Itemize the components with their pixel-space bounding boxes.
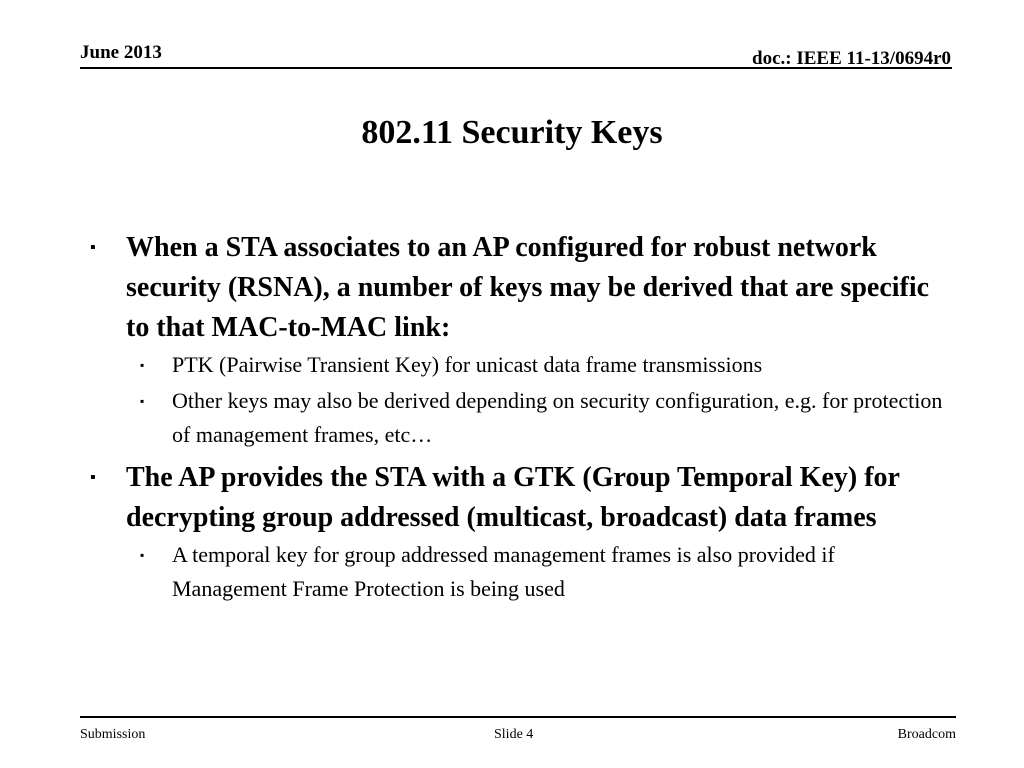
sub-bullet-text: A temporal key for group addressed management frames is also provided if Management Frame Protection is being used: [172, 542, 835, 601]
sub-bullet-item: [126, 384, 948, 452]
sub-bullet-item: [126, 348, 948, 382]
square-bullet-icon: ▪: [90, 239, 96, 256]
footer-divider: [80, 716, 956, 718]
sub-bullet-text: Other keys may also be derived depending on security configuration, e.g. for protection of management frames, etc…: [172, 388, 943, 447]
footer-slide-number: Slide 4: [494, 727, 534, 742]
footer-company: Broadcom: [897, 727, 956, 742]
sub-bullet-list: [126, 348, 948, 452]
header-divider: [80, 67, 952, 69]
slide-content: [88, 228, 948, 612]
bullet-text: The AP provides the STA with a GTK (Group Temporal Key) for decrypting group addressed (multicast, broadcast) data frames: [126, 462, 900, 533]
footer-submission: Submission: [80, 727, 146, 742]
header-date: June 2013: [80, 42, 162, 63]
bullet-text: When a STA associates to an AP configured for robust network security (RSNA), a number of keys may be derived that are specific to that MAC-to-MAC link:: [126, 232, 930, 343]
header-doc-id: doc.: IEEE 11-13/0694r0: [752, 48, 951, 69]
square-bullet-icon: ▪: [140, 548, 145, 562]
sub-bullet-item: [126, 538, 948, 606]
square-bullet-icon: ▪: [140, 358, 145, 372]
bullet-item-2: [88, 458, 948, 606]
sub-bullet-list: [126, 538, 948, 606]
slide-title: 802.11 Security Keys: [361, 114, 663, 151]
square-bullet-icon: ▪: [140, 394, 145, 408]
square-bullet-icon: ▪: [90, 469, 96, 486]
bullet-list: [88, 228, 948, 606]
bullet-item-1: [88, 228, 948, 452]
sub-bullet-text: PTK (Pairwise Transient Key) for unicast data frame transmissions: [172, 352, 763, 377]
